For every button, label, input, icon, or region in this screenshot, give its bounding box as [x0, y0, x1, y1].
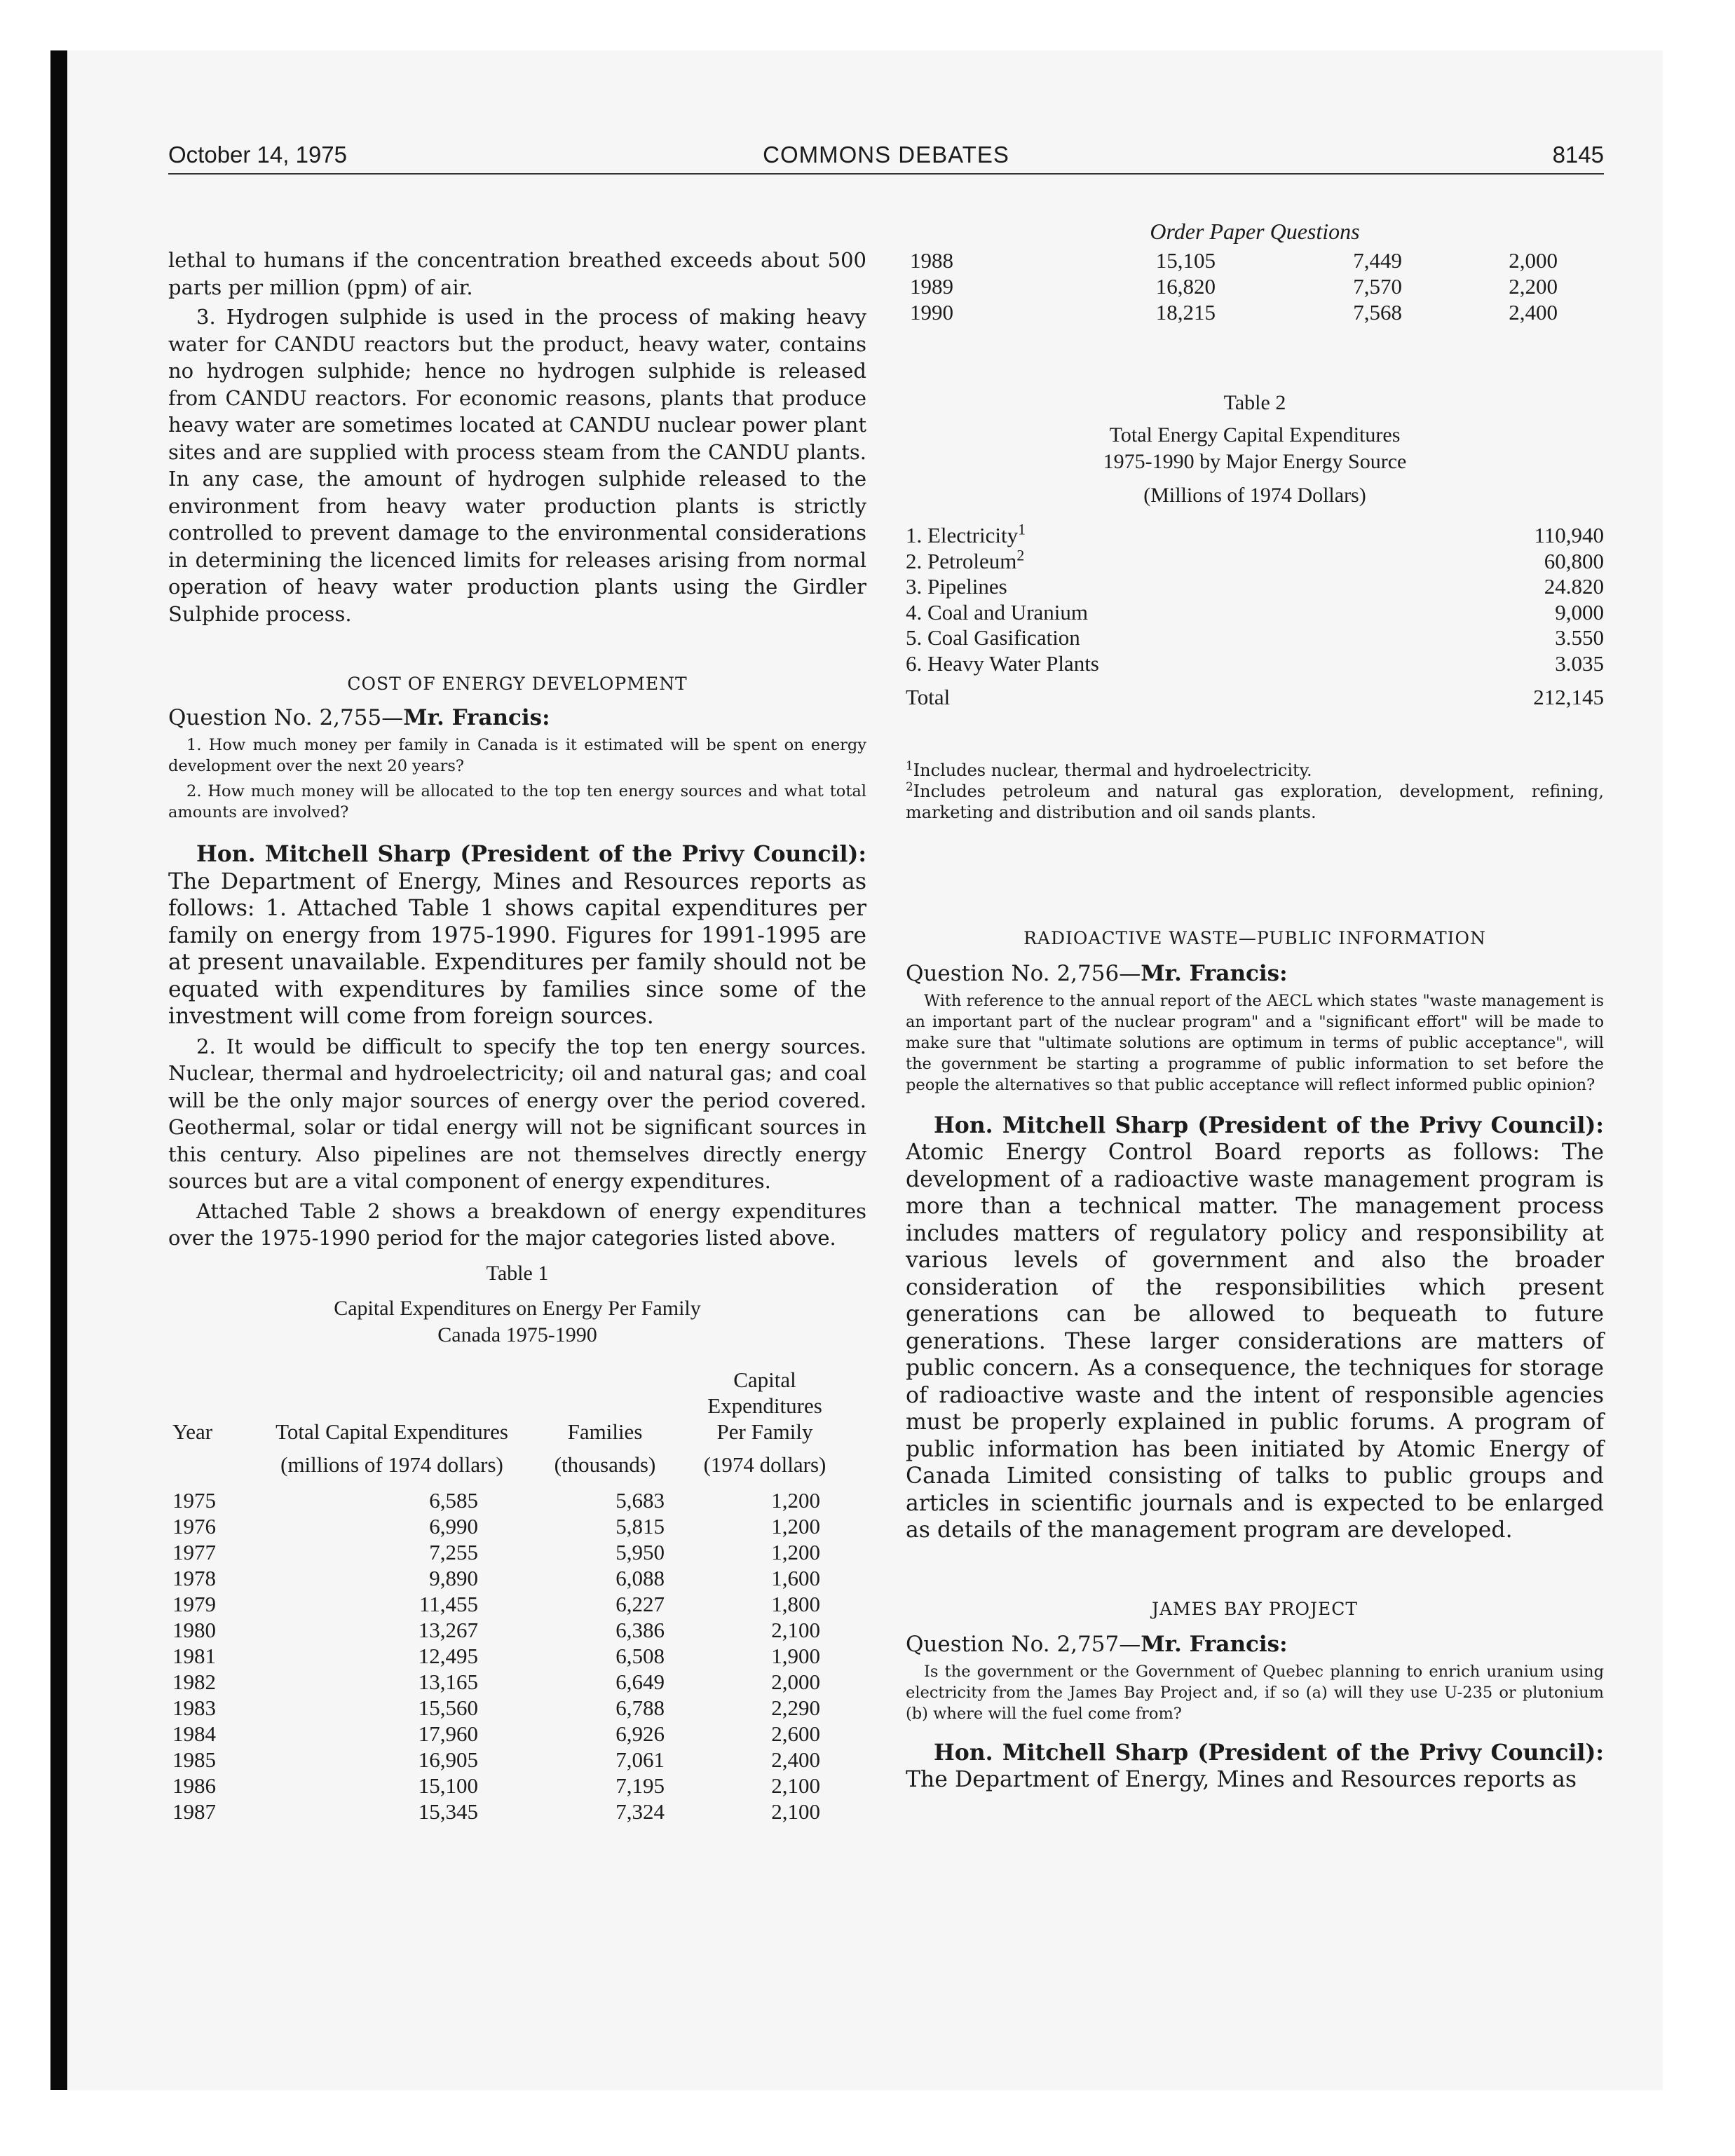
- total-cell: 7,255: [429, 1539, 478, 1564]
- table1-row: [168, 1695, 847, 1721]
- paragraph-lethal: lethal to humans if the concentration breathed exceeds about 500 parts per million (ppm) of air.: [168, 248, 866, 299]
- question-2755-line: [168, 705, 866, 730]
- total-cell: 12,495: [418, 1643, 478, 1668]
- table2-label: Table 2: [1223, 391, 1286, 414]
- year-cell: 1975: [172, 1487, 216, 1513]
- year-cell: 1976: [172, 1513, 216, 1538]
- table1-continued: [906, 247, 1584, 325]
- paragraph-hydrogen-sulphide: 3. Hydrogen sulphide is used in the process of making heavy water for CANDU reactors but the product, heavy water, contains no hydrogen sulphide; hence no hydrogen sulphide is released from CANDU reactors. For economic reasons, plants that produce heavy water are sometimes located at CANDU nuclear power plant sites and are supplied with process steam from the CANDU plants. In any case, the amount of hydrogen sulphide released to the environment from heavy water production plants is strictly controlled to prevent damage to the environmental considerations in determining the licenced limits for releases arising from normal operation of heavy water production plants using the Girdler Sulphide process.: [168, 305, 866, 626]
- table2-row: [906, 549, 1604, 575]
- speaker-name: Hon. Mitchell Sharp (President of the Privy Council):: [934, 1112, 1604, 1138]
- families-cell: 6,788: [615, 1695, 665, 1720]
- year-cell: 1988: [910, 248, 953, 273]
- page-content: [168, 50, 1604, 2090]
- table1-row: [168, 1565, 847, 1591]
- per-family-cell: 1,200: [771, 1487, 820, 1513]
- footnote-2-mark: 2: [906, 779, 913, 793]
- table2-source-label: [906, 600, 1438, 626]
- question-2756-text: With reference to the annual report of the AECL which states "waste management is an important part of the nuclear program" and a "significant effort" will be made to make sure that "ultimate solutions are optimum in terms of public acceptance", will the government be starting a programme of public information to set before the people the alternatives so that public acceptance will reflect informed public opinion?: [906, 991, 1604, 1094]
- year-cell: 1985: [172, 1747, 216, 1772]
- table2-row: [906, 574, 1604, 600]
- table2-footnote-2: [906, 781, 1604, 823]
- table2-source-value: 110,940: [1534, 523, 1604, 547]
- table2-total-row: [906, 676, 1604, 711]
- table1-units-total: (millions of 1974 dollars): [280, 1452, 503, 1477]
- footnote-2-text: Includes petroleum and natural gas exploration, development, refining, marketing and distribution and oil sands plants.: [906, 781, 1604, 822]
- table2-source-value: 24.820: [1544, 574, 1604, 599]
- table1-header-row: [168, 1367, 847, 1445]
- per-family-cell: 2,100: [771, 1799, 820, 1824]
- header-page-number: 8145: [1552, 142, 1604, 168]
- table2-body: [906, 523, 1604, 676]
- families-cell: 7,061: [615, 1747, 665, 1772]
- table1-header-total: Total Capital Expenditures: [275, 1419, 508, 1444]
- table2-source-name: 1. Electricity: [906, 523, 1019, 547]
- right-column: [906, 219, 1604, 1794]
- table2-title-line1: Total Energy Capital Expenditures: [1109, 423, 1401, 446]
- speaker-name: Hon. Mitchell Sharp (President of the Privy Council):: [196, 841, 866, 867]
- families-cell: 6,926: [615, 1721, 665, 1746]
- families-cell: 7,195: [615, 1773, 665, 1798]
- year-cell: 1980: [172, 1617, 216, 1642]
- left-column: [168, 247, 866, 1824]
- running-header: [168, 142, 1604, 175]
- per-family-cell: 1,200: [771, 1539, 820, 1564]
- table1-row: [168, 1513, 847, 1539]
- table2-title-line2: 1975-1990 by Major Energy Source: [1103, 450, 1407, 473]
- table2-source-name: 3. Pipelines: [906, 574, 1007, 599]
- year-cell: 1986: [172, 1773, 216, 1798]
- question-2757-text: Is the government or the Government of Quebec planning to enrich uranium using electricity from the James Bay Project and, if so (a) will they use U-235 or plutonium (b) where will the fuel come from?: [906, 1662, 1604, 1723]
- total-cell: 16,905: [418, 1747, 478, 1772]
- table2-source-value: 3.550: [1555, 625, 1604, 650]
- table1-continued-row: [906, 273, 1584, 299]
- per-family-cell: 1,800: [771, 1591, 820, 1616]
- answer-2756-text: Atomic Energy Control Board reports as follows: The development of a radioactive waste management program is more than a technical matter. The management process includes matters of regulatory policy and responsibility at various levels of government and also the broader consideration of the responsibilities which present generations can be allowed to bequeath to future generations. These larger considerations are matters of public concern. As a consequence, the techniques for storage of radioactive waste and the intent of responsible agencies must be properly explained in public forums. A program of public information has been initiated by Atomic Energy of Canada Limited consisting of talks to public groups and articles in scientific journals and is expected to be enlarged as details of the management program are developed.: [906, 1140, 1604, 1543]
- year-cell: 1987: [172, 1799, 216, 1824]
- families-cell: 7,324: [615, 1799, 665, 1824]
- table2-source-label: [906, 523, 1438, 549]
- table1-title-line1: Capital Expenditures on Energy Per Family: [334, 1296, 701, 1320]
- section-heading-cost-of-energy: COST OF ENERGY DEVELOPMENT: [347, 674, 688, 694]
- table2: [906, 523, 1604, 711]
- per-family-cell: 2,400: [1509, 300, 1558, 325]
- table1-header-capital-line1: Capital: [733, 1367, 796, 1392]
- per-family-cell: 2,100: [771, 1773, 820, 1798]
- families-cell: 7,568: [1353, 300, 1402, 325]
- year-cell: 1978: [172, 1565, 216, 1590]
- footnote-marker: 1: [1018, 521, 1026, 538]
- table1-units-families: (thousands): [554, 1452, 656, 1477]
- total-cell: 13,165: [418, 1669, 478, 1694]
- footnote-1-text: Includes nuclear, thermal and hydroelectricity.: [913, 760, 1312, 780]
- families-cell: 6,649: [615, 1669, 665, 1694]
- table1-body: [168, 1487, 847, 1824]
- families-cell: 5,815: [615, 1513, 665, 1538]
- year-cell: 1982: [172, 1669, 216, 1694]
- total-cell: 6,990: [429, 1513, 478, 1538]
- per-family-cell: 1,900: [771, 1643, 820, 1668]
- footnote-marker: 2: [1016, 547, 1025, 564]
- table2-total-label: Total: [906, 685, 951, 709]
- families-cell: 5,950: [615, 1539, 665, 1564]
- table2-source-name: 6. Heavy Water Plants: [906, 650, 1099, 676]
- year-cell: 1977: [172, 1539, 216, 1564]
- families-cell: 7,570: [1353, 274, 1402, 299]
- question-2755-item-2: 2. How much money will be allocated to the top ten energy sources and what total amounts are involved?: [168, 782, 866, 821]
- year-cell: 1979: [172, 1591, 216, 1616]
- answer-2757-text: The Department of Energy, Mines and Resources reports as: [906, 1767, 1577, 1792]
- scan-border: [50, 50, 67, 2090]
- table2-row: [906, 625, 1604, 651]
- families-cell: 6,508: [615, 1643, 665, 1668]
- table2-row: [906, 600, 1604, 626]
- header-publication: COMMONS DEBATES: [763, 142, 1009, 168]
- table2-source-name: 5. Coal Gasification: [906, 625, 1080, 650]
- per-family-cell: 2,000: [771, 1669, 820, 1694]
- section-heading-radioactive-waste: RADIOACTIVE WASTE—PUBLIC INFORMATION: [1023, 927, 1486, 948]
- table1-title-line2: Canada 1975-1990: [437, 1323, 597, 1346]
- year-cell: 1981: [172, 1643, 216, 1668]
- table1-header-capital-line3: Per Family: [716, 1419, 813, 1444]
- table1: [168, 1367, 847, 1824]
- total-cell: 11,455: [419, 1591, 478, 1616]
- table1-row: [168, 1773, 847, 1799]
- question-2757-line: [906, 1632, 1604, 1657]
- speaker-name: Hon. Mitchell Sharp (President of the Privy Council):: [934, 1739, 1604, 1766]
- table2-source-value: 3.035: [1555, 650, 1604, 676]
- total-cell: 15,345: [418, 1799, 478, 1824]
- table1-header-capital-line2: Expenditures: [707, 1393, 822, 1418]
- table2-source-label: [906, 625, 1438, 651]
- table2-units: (Millions of 1974 Dollars): [1143, 484, 1366, 507]
- families-cell: 6,386: [615, 1617, 665, 1642]
- table2-source-label: [906, 574, 1438, 600]
- total-cell: 13,267: [418, 1617, 478, 1642]
- per-family-cell: 2,600: [771, 1721, 820, 1746]
- families-cell: 5,683: [615, 1487, 665, 1513]
- header-date: October 14, 1975: [168, 142, 348, 168]
- per-family-cell: 2,290: [771, 1695, 820, 1720]
- total-cell: 16,820: [1155, 274, 1216, 299]
- table1-row: [168, 1721, 847, 1747]
- families-cell: 6,088: [615, 1565, 665, 1590]
- footnote-1-mark: 1: [906, 758, 913, 772]
- table1-row: [168, 1643, 847, 1669]
- per-family-cell: 2,100: [771, 1617, 820, 1642]
- per-family-cell: 2,200: [1509, 274, 1558, 299]
- answer-2755-part-3: Attached Table 2 shows a breakdown of energy expenditures over the 1975-1990 period for the major categories listed above.: [168, 1199, 866, 1250]
- table1-row: [168, 1747, 847, 1773]
- year-cell: 1983: [172, 1695, 216, 1720]
- answer-2756: [906, 1112, 1604, 1544]
- header-rule: [168, 173, 1604, 175]
- year-cell: 1990: [910, 300, 953, 325]
- table1-row: [168, 1591, 847, 1617]
- families-cell: 7,449: [1353, 248, 1402, 273]
- question-label: Question No. 2,756—: [906, 960, 1141, 986]
- year-cell: 1989: [910, 274, 953, 299]
- continued-heading: Order Paper Questions: [1150, 219, 1360, 244]
- year-cell: 1984: [172, 1721, 216, 1746]
- question-member: Mr. Francis:: [403, 705, 550, 730]
- question-label: Question No. 2,757—: [906, 1631, 1141, 1657]
- table2-source-label: [906, 651, 1438, 677]
- table1-row: [168, 1799, 847, 1824]
- table1-units-row: [168, 1445, 847, 1478]
- table1-row: [168, 1617, 847, 1643]
- table2-footnote-1: [906, 760, 1604, 781]
- question-2756-line: [906, 961, 1604, 986]
- per-family-cell: 2,000: [1509, 248, 1558, 273]
- table1-continued-row: [906, 247, 1584, 273]
- question-member: Mr. Francis:: [1141, 960, 1288, 986]
- per-family-cell: 1,600: [771, 1565, 820, 1590]
- table1-continued-body: [906, 247, 1584, 325]
- table1-continued-row: [906, 299, 1584, 325]
- table2-source-name: 4. Coal and Uranium: [906, 599, 1089, 625]
- table2-row: [906, 523, 1604, 549]
- total-cell: 18,215: [1155, 300, 1216, 325]
- families-cell: 6,227: [615, 1591, 665, 1616]
- answer-2757: [906, 1740, 1604, 1794]
- table1-row: [168, 1487, 847, 1513]
- table1-row: [168, 1539, 847, 1565]
- table2-total-value: 212,145: [1533, 685, 1604, 709]
- section-heading-james-bay: JAMES BAY PROJECT: [1151, 1598, 1359, 1619]
- answer-2755: [168, 841, 866, 1030]
- table1-row: [168, 1669, 847, 1695]
- table1-header-year: Year: [172, 1419, 213, 1444]
- total-cell: 9,890: [429, 1565, 478, 1590]
- table2-source-name: 2. Petroleum: [906, 548, 1017, 573]
- table2-row: [906, 651, 1604, 677]
- total-cell: 6,585: [429, 1487, 478, 1513]
- question-2755-item-1: 1. How much money per family in Canada is it estimated will be spent on energy development over the next 20 years?: [168, 736, 866, 775]
- answer-2755-part-2: 2. It would be difficult to specify the top ten energy sources. Nuclear, thermal and hydroelectricity; oil and natural gas; and coal will be the only major sources of energy over the period covered. Geothermal, solar or tidal energy will not be significant sources in this century. Also pipelines are not themselves directly energy sources but are a vital component of energy expenditures.: [168, 1034, 866, 1193]
- total-cell: 17,960: [418, 1721, 478, 1746]
- table2-source-value: 9,000: [1555, 599, 1604, 625]
- question-label: Question No. 2,755—: [168, 705, 404, 730]
- table1-header-capital: [683, 1367, 847, 1445]
- page: [67, 50, 1663, 2090]
- question-member: Mr. Francis:: [1141, 1631, 1288, 1657]
- total-cell: 15,560: [418, 1695, 478, 1720]
- total-cell: 15,100: [418, 1773, 478, 1798]
- table1-header-families: Families: [567, 1419, 643, 1444]
- table1-units-capital: (1974 dollars): [703, 1452, 826, 1477]
- table1-label: Table 1: [486, 1261, 549, 1285]
- per-family-cell: 1,200: [771, 1513, 820, 1538]
- total-cell: 15,105: [1155, 248, 1216, 273]
- table2-source-label: [906, 549, 1438, 575]
- per-family-cell: 2,400: [771, 1747, 820, 1772]
- answer-2755-text: The Department of Energy, Mines and Resources reports as follows: 1. Attached Table 1 shows capital expenditures per family on energy from 1975-1990. Figures for 1991-1995 are at present unavailable. Expenditures per family should not be equated with expenditures by families since some of the investment will come from foreign sources.: [168, 868, 866, 1029]
- table2-source-value: 60,800: [1544, 548, 1604, 573]
